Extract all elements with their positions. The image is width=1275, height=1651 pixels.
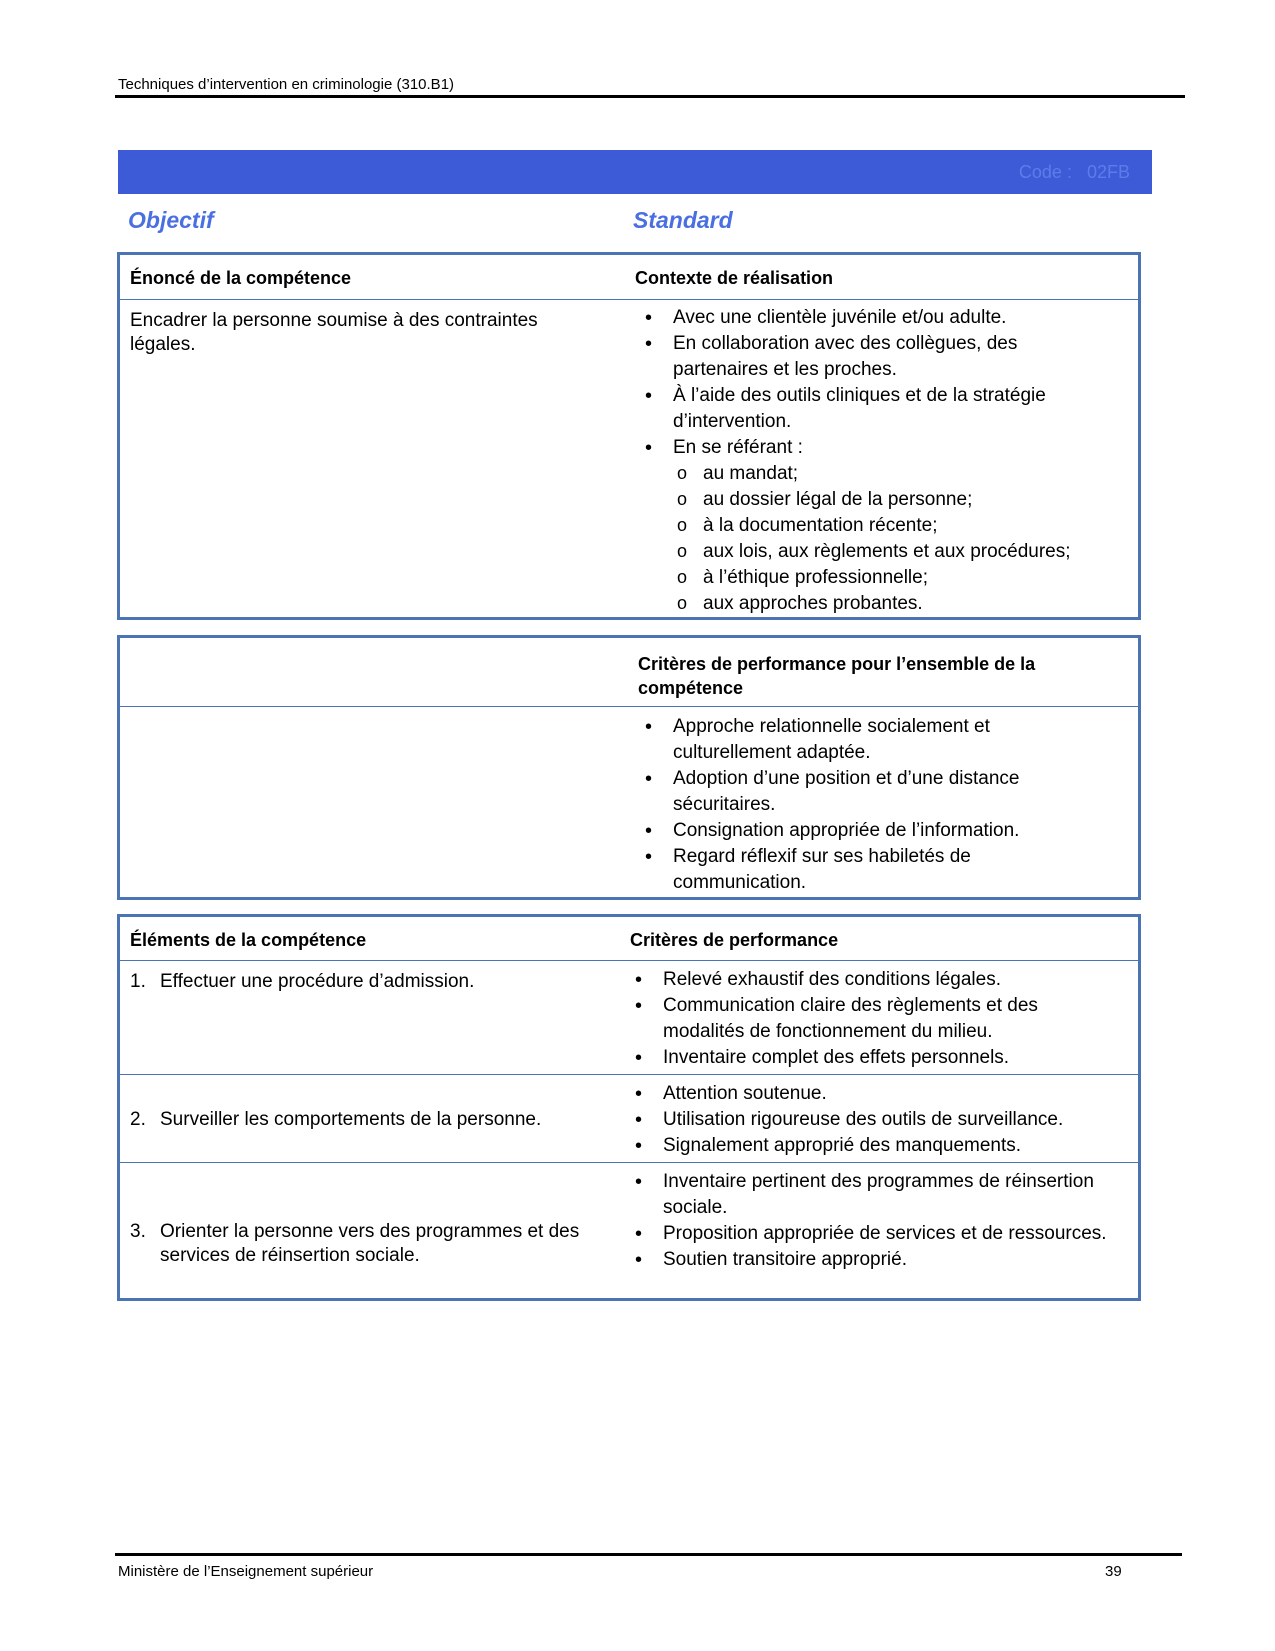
contexte-item: • Avec une clientèle juvénile et/ou adulte.: [635, 305, 1105, 331]
critere-item: • Consignation appropriée de l’information.: [635, 818, 1045, 844]
criteres-ensemble-header: Critères de performance pour l’ensemble de la compétence: [638, 654, 1036, 698]
reference-item: o au dossier légal de la personne;: [635, 487, 1105, 513]
competence-box: [117, 252, 1141, 620]
element-number: 2.: [130, 1109, 146, 1130]
criteres-ensemble-list: [635, 714, 1045, 896]
reference-item: o aux lois, aux règlements et aux procédures;: [635, 539, 1105, 565]
contexte-item: • En se référant :: [635, 435, 1105, 461]
contexte-list: [635, 305, 1105, 617]
row-divider: [120, 1162, 1138, 1163]
element-text: Orienter la personne vers des programmes et des services de réinsertion sociale.: [160, 1221, 580, 1266]
element-number: 3.: [130, 1221, 146, 1242]
critere-item: • Proposition appropriée de services et de ressources.: [625, 1221, 1115, 1247]
element-row-3: [130, 1220, 600, 1268]
reference-item: o au mandat;: [635, 461, 1105, 487]
critere-item: • Adoption d’une position et d’une distance sécuritaires.: [635, 766, 1045, 818]
critere-item: • Soutien transitoire approprié.: [625, 1247, 1115, 1273]
footer-rule: [115, 1553, 1182, 1556]
element-text: Surveiller les comportements de la personne.: [160, 1109, 542, 1130]
reference-item: o à la documentation récente;: [635, 513, 1105, 539]
element-row-2: [130, 1108, 630, 1132]
enonce-text: Encadrer la personne soumise à des contraintes légales.: [130, 310, 538, 355]
document-header: Techniques d’intervention en criminologie (310.B1): [118, 76, 455, 93]
critere-item: • Attention soutenue.: [625, 1081, 1105, 1107]
criteres-row-1: [625, 967, 1075, 1071]
code-label-text: Code :: [1018, 162, 1072, 182]
criteres-ensemble-box: [117, 635, 1141, 900]
contexte-item: • En collaboration avec des collègues, des partenaires et les proches.: [635, 331, 1105, 383]
code-bar: [118, 150, 1152, 194]
criteres-row-2: [625, 1081, 1105, 1159]
code-label: [1019, 162, 1130, 183]
code-value: 02FB: [1086, 162, 1130, 182]
elements-box: [117, 914, 1141, 1301]
critere-item: • Approche relationnelle socialement et culturellement adaptée.: [635, 714, 1045, 766]
critere-item: • Relevé exhaustif des conditions légales.: [625, 967, 1075, 993]
reference-item: o à l’éthique professionnelle;: [635, 565, 1105, 591]
elements-header: Éléments de la compétence: [130, 930, 367, 950]
row-divider: [120, 1074, 1138, 1075]
objectif-heading: Objectif: [128, 207, 214, 233]
critere-item: • Utilisation rigoureuse des outils de surveillance.: [625, 1107, 1105, 1133]
page-number: 39: [1105, 1563, 1122, 1580]
box2-header-divider: [120, 706, 1138, 707]
critere-item: • Communication claire des règlements et des modalités de fonctionnement du milieu.: [625, 993, 1075, 1045]
box3-header-divider: [120, 960, 1138, 961]
criteres-header: Critères de performance: [630, 930, 839, 950]
element-number: 1.: [130, 971, 146, 992]
enonce-header: Énoncé de la compétence: [130, 268, 352, 288]
criteres-row-3: [625, 1169, 1115, 1273]
header-rule: [115, 95, 1185, 98]
footer-ministry: Ministère de l’Enseignement supérieur: [118, 1563, 374, 1580]
contexte-header: Contexte de réalisation: [635, 268, 834, 288]
critere-item: • Regard réflexif sur ses habiletés de communication.: [635, 844, 1045, 896]
element-text: Effectuer une procédure d’admission.: [160, 971, 475, 992]
standard-heading: Standard: [633, 207, 733, 233]
reference-item: o aux approches probantes.: [635, 591, 1105, 617]
critere-item: • Inventaire pertinent des programmes de réinsertion sociale.: [625, 1169, 1115, 1221]
critere-item: • Signalement approprié des manquements.: [625, 1133, 1105, 1159]
box1-header-divider: [120, 299, 1138, 300]
contexte-item: • À l’aide des outils cliniques et de la stratégie d’intervention.: [635, 383, 1105, 435]
element-row-1: [130, 970, 630, 994]
critere-item: • Inventaire complet des effets personnels.: [625, 1045, 1075, 1071]
